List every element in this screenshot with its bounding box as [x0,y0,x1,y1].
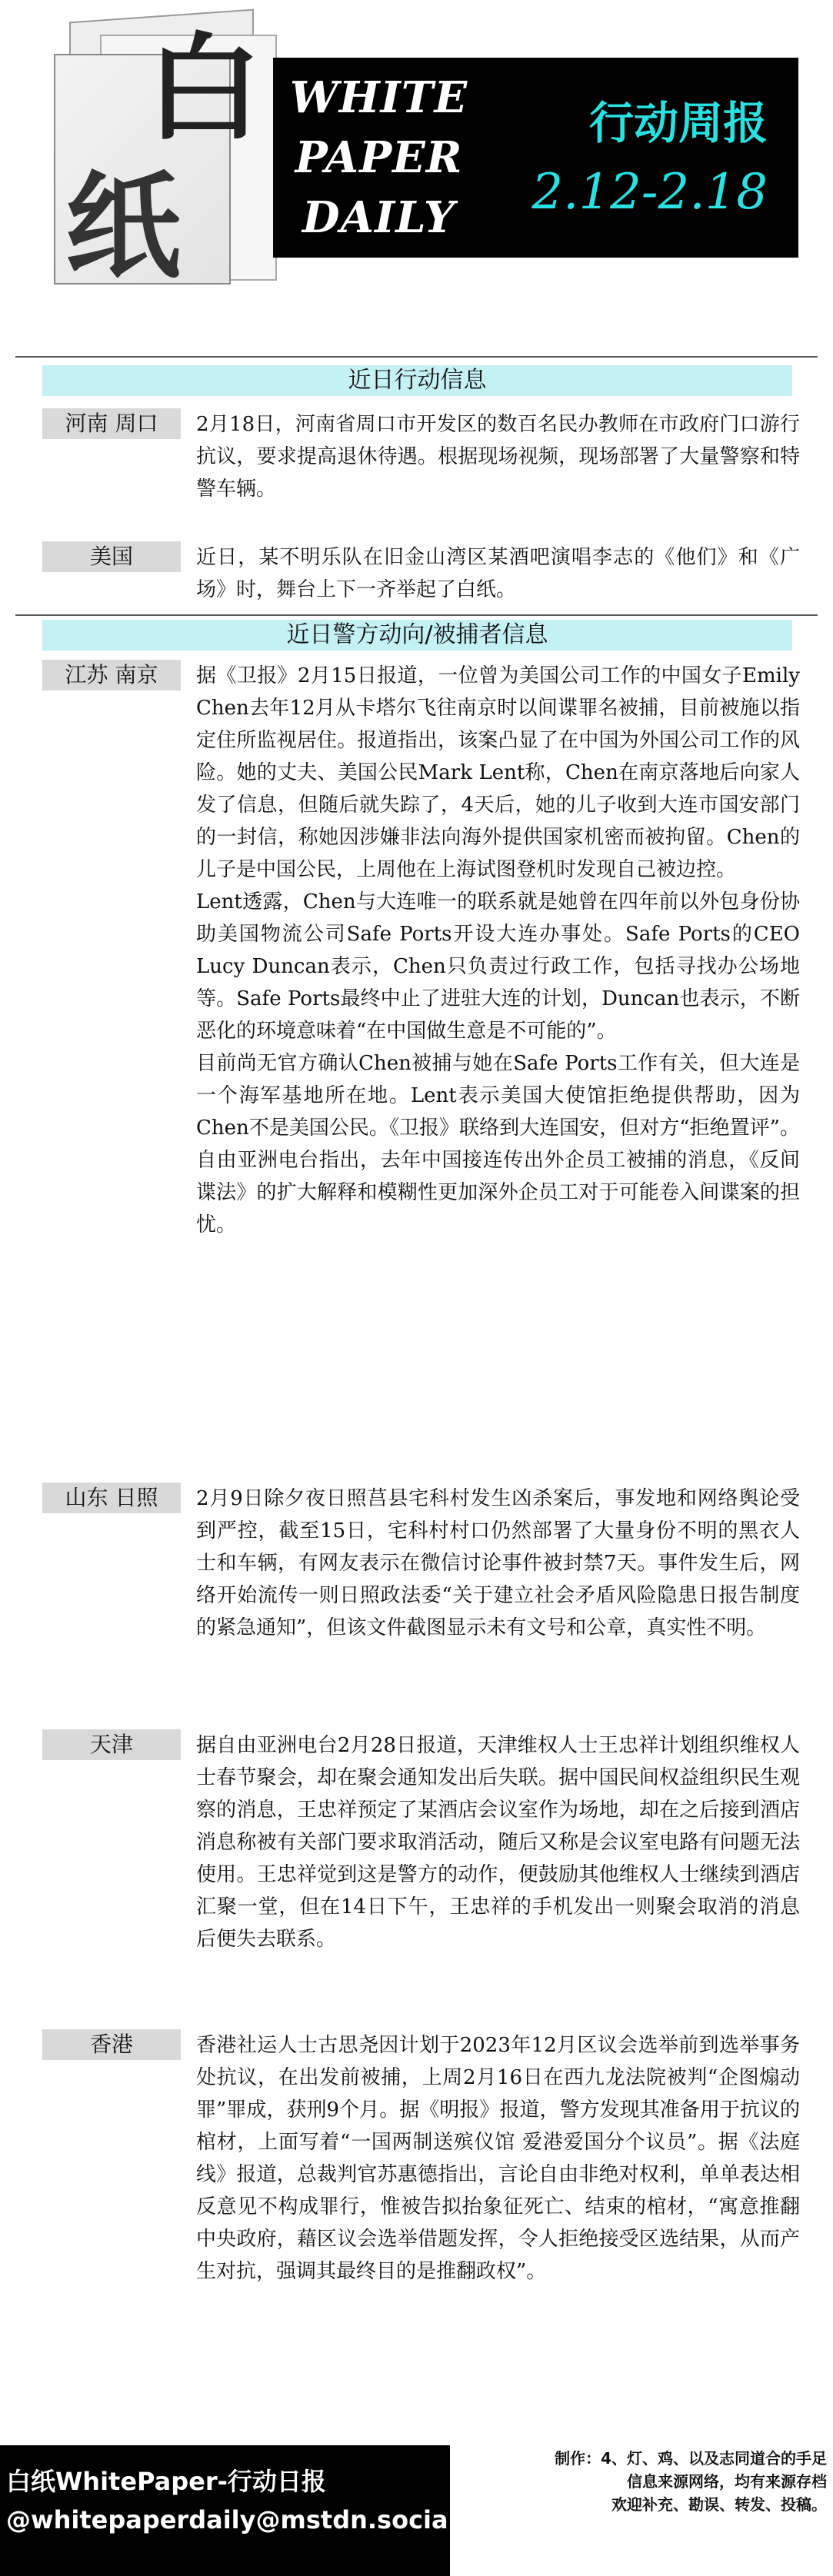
entry-location: 河南 周口 [42,408,181,439]
entry-location: 山东 日照 [42,1483,181,1513]
weekly-title: 行动周报 [588,97,768,149]
paragraph: 2月9日除夕夜日照莒县宅科村发生凶杀案后，事发地和网络舆论受到严控，截至15日，宅科村村口仍然部署了大量身份不明的黑衣人士和车辆，有网友表示在微信讨论事件被封禁7天。事件发生后，网络开始流传一则日照政法委“关于建立社会矛盾风险隐患日报告制度的紧急通知”，但该文件截图显示未有文号和公章，真实性不明。 [196,1487,800,1639]
masthead-title [273,58,485,258]
masthead-line-paper: PAPER [295,132,463,183]
divider [15,356,818,358]
paragraph: 2月18日，河南省周口市开发区的数百名民办教师在市政府门口游行抗议，要求提高退休待遇。根据现场视频，现场部署了大量警察和特警车辆。 [196,413,800,501]
credit-line: 信息来源网络，均有来源存档 [627,2472,827,2491]
footer-brand-name: 白纸WhitePaper-行动日报 [6,2467,326,2496]
paragraph: 近日，某不明乐队在旧金山湾区某酒吧演唱李志的《他们》和《广场》时，舞台上下一齐举起了白纸。 [196,546,800,601]
entry-text [196,660,800,1241]
paragraph: 据《卫报》2月15日报道，一位曾为美国公司工作的中国女子Emily Chen去年12月从卡塔尔飞往南京时以间谍罪名被捕，目前被施以指定住所监视居住。报道指出，该案凸显了在中国为外国公司工作的风险。她的丈夫、美国公民Mark Lent称，Chen在南京落地后向家人发了信息，但随后就失踪了，4天后，她的儿子收到大连市国安部门的一封信，称她因涉嫌非法向海外提供国家机密而被拘留。Chen的儿子是中国公民，上周他在上海试图登机时发现自己被边控。 [196,664,800,881]
section-title-police: 近日警方动向/被捕者信息 [42,620,792,651]
entry-text [196,541,800,606]
logo-character-zhi: 纸 [65,159,182,295]
masthead-line-white: WHITE [289,72,468,123]
paragraph: 目前尚无官方确认Chen被捕与她在Safe Ports工作有关，但大连是一个海军基地所在地。Lent表示美国大使馆拒绝提供帮助，因为Chen不是美国公民。《卫报》联络到大连国安，但对方“拒绝置评”。自由亚洲电台指出，去年中国接连传出外企员工被捕的消息，《反间谍法》的扩大解释和模糊性更加深外企员工对于可能卷入间谍案的担忧。 [196,1052,800,1236]
divider [15,614,818,616]
date-range: 2.12-2.18 [531,164,768,221]
credit-line: 欢迎补充、勘误、转发、投稿。 [611,2495,827,2514]
section-title-actions: 近日行动信息 [42,365,792,396]
entry-text [196,1729,800,1955]
weekly-issue-box [485,58,798,258]
masthead-line-daily: DAILY [302,192,455,243]
footer [0,2439,833,2576]
paragraph: 香港社运人士古思尧因计划于2023年12月区议会选举前到选举事务处抗议，在出发前被捕，上周2月16日在西九龙法院被判“企图煽动罪”罪成，获刑9个月。据《明报》报道，警方发现其准备用于抗议的棺材，上面写着“一国两制送殡仪馆 爱港爱国分个议员”。据《法庭线》报道，总裁判官苏惠德指出，言论自由非绝对权利，单单表达相反意见不构成罪行，惟被告拟抬象征死亡、结束的棺材，“寓意推翻中央政府，藉区议会选举借题发挥，令人拒绝接受区选结果，从而产生对抗，强调其最终目的是推翻政权”。 [196,2034,800,2283]
footer-mastodon-handle: @whitepaperdaily@mstdn.social [6,2505,457,2534]
paragraph: Lent透露，Chen与大连唯一的联系就是她曾在四年前以外包身份协助美国物流公司Safe Ports开设大连办事处。Safe Ports的CEO Lucy Duncan表示，Chen只负责过行政工作，包括寻找办公场地等。Safe Ports最终中止了进驻大连的计划，Duncan也表示，不断恶化的环境意味着“在中国做生意是不可能的”。 [196,890,800,1043]
entry-location: 香港 [42,2029,181,2060]
credit-line: 制作：4、灯、鸡、以及志同道合的手足 [555,2449,827,2468]
entry-location: 天津 [42,1729,181,1760]
entry-location: 江苏 南京 [42,660,181,691]
paragraph: 据自由亚洲电台2月28日报道，天津维权人士王忠祥计划组织维权人士春节聚会，却在聚会通知发出后失联。据中国民间权益组织民生观察的消息，王忠祥预定了某酒店会议室作为场地，却在之后接到酒店消息称被有关部门要求取消活动，随后又称是会议室电路有问题无法使用。王忠祥觉到这是警方的动作，便鼓励其他维权人士继续到酒店汇聚一堂，但在14日下午，王忠祥的手机发出一则聚会取消的消息后便失去联系。 [196,1734,800,1951]
header [0,0,833,346]
entry-location: 美国 [42,541,181,572]
entry-text [196,408,800,505]
logo-character-bai: 白 [146,21,262,156]
entry-text [196,2029,800,2288]
entry-text [196,1483,800,1644]
footer-brand-box [0,2445,457,2576]
footer-credits [458,2447,827,2516]
